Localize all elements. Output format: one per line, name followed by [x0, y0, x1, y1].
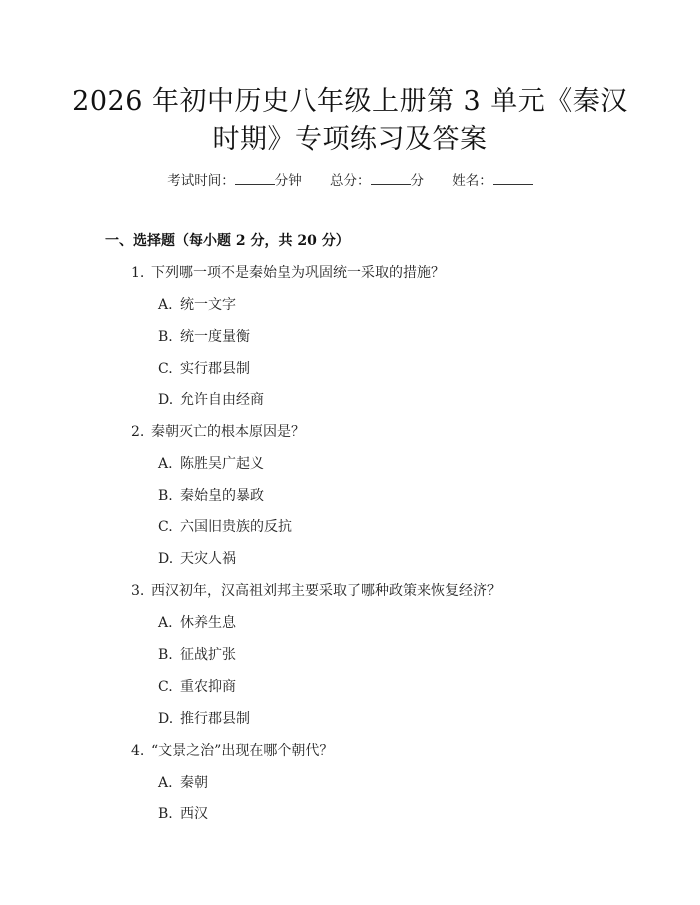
total-score-label: 总分： — [330, 173, 371, 189]
question-text: “文景之治”出现在哪个朝代？ — [151, 743, 334, 759]
option-text: 推行郡县制 — [180, 711, 250, 727]
answer-option — [158, 485, 264, 505]
answer-option — [158, 644, 236, 664]
exam-time-field — [167, 169, 302, 189]
option-letter: D. — [158, 392, 174, 408]
question-text: 秦朝灭亡的根本原因是？ — [151, 424, 305, 440]
answer-option — [158, 326, 250, 346]
question — [131, 421, 305, 441]
answer-option — [158, 358, 250, 378]
answer-option — [158, 676, 236, 696]
question-number: 3. — [131, 583, 145, 599]
option-letter: A. — [158, 456, 173, 472]
option-text: 六国旧贵族的反抗 — [180, 519, 292, 535]
answer-option — [158, 294, 236, 314]
exam-time-unit: 分钟 — [274, 173, 302, 189]
document-title-line-2: 时期》专项练习及答案 — [212, 124, 488, 155]
option-text: 秦始皇的暴政 — [180, 488, 264, 504]
section-heading: 一、选择题（每小题 2 分，共 20 分） — [105, 233, 350, 249]
option-letter: B. — [158, 329, 173, 345]
option-text: 陈胜吴广起义 — [180, 456, 264, 472]
total-score-field — [330, 169, 424, 189]
total-score-blank — [371, 172, 411, 185]
option-letter: D. — [158, 711, 174, 727]
option-text: 天灾人祸 — [180, 551, 236, 567]
option-letter: A. — [158, 615, 173, 631]
question-number: 1. — [131, 265, 145, 281]
option-text: 允许自由经商 — [180, 392, 264, 408]
option-text: 统一文字 — [180, 297, 236, 313]
option-text: 休养生息 — [180, 615, 236, 631]
answer-option — [158, 612, 236, 632]
option-letter: A. — [158, 297, 173, 313]
option-letter: A. — [158, 775, 173, 791]
option-text: 秦朝 — [180, 775, 208, 791]
option-letter: D. — [158, 551, 174, 567]
student-name-field — [452, 169, 533, 189]
option-letter: B. — [158, 806, 173, 822]
answer-option — [158, 516, 292, 536]
option-letter: C. — [158, 519, 173, 535]
total-score-unit: 分 — [410, 173, 424, 189]
option-text: 西汉 — [180, 806, 208, 822]
student-name-label: 姓名： — [452, 173, 493, 189]
option-letter: C. — [158, 679, 173, 695]
option-letter: B. — [158, 647, 173, 663]
student-name-blank — [493, 172, 533, 185]
answer-option — [158, 772, 208, 792]
question-text: 西汉初年，汉高祖刘邦主要采取了哪种政策来恢复经济？ — [151, 583, 501, 599]
question — [131, 740, 333, 760]
option-text: 实行郡县制 — [180, 361, 250, 377]
answer-option — [158, 389, 264, 409]
option-text: 征战扩张 — [180, 647, 236, 663]
question-number: 4. — [131, 743, 145, 759]
document-title-line-1: 2026 年初中历史八年级上册第 3 单元《秦汉 — [72, 86, 628, 117]
answer-option — [158, 548, 236, 568]
option-letter: B. — [158, 488, 173, 504]
option-text: 统一度量衡 — [180, 329, 250, 345]
exam-time-blank — [235, 172, 275, 185]
exam-time-label: 考试时间： — [167, 173, 235, 189]
answer-option — [158, 803, 208, 823]
exam-meta-row — [0, 169, 700, 189]
answer-option — [158, 708, 250, 728]
question-number: 2. — [131, 424, 145, 440]
option-letter: C. — [158, 361, 173, 377]
question — [131, 262, 445, 282]
question-text: 下列哪一项不是秦始皇为巩固统一采取的措施？ — [151, 265, 445, 281]
question — [131, 580, 501, 600]
option-text: 重农抑商 — [180, 679, 236, 695]
answer-option — [158, 453, 264, 473]
